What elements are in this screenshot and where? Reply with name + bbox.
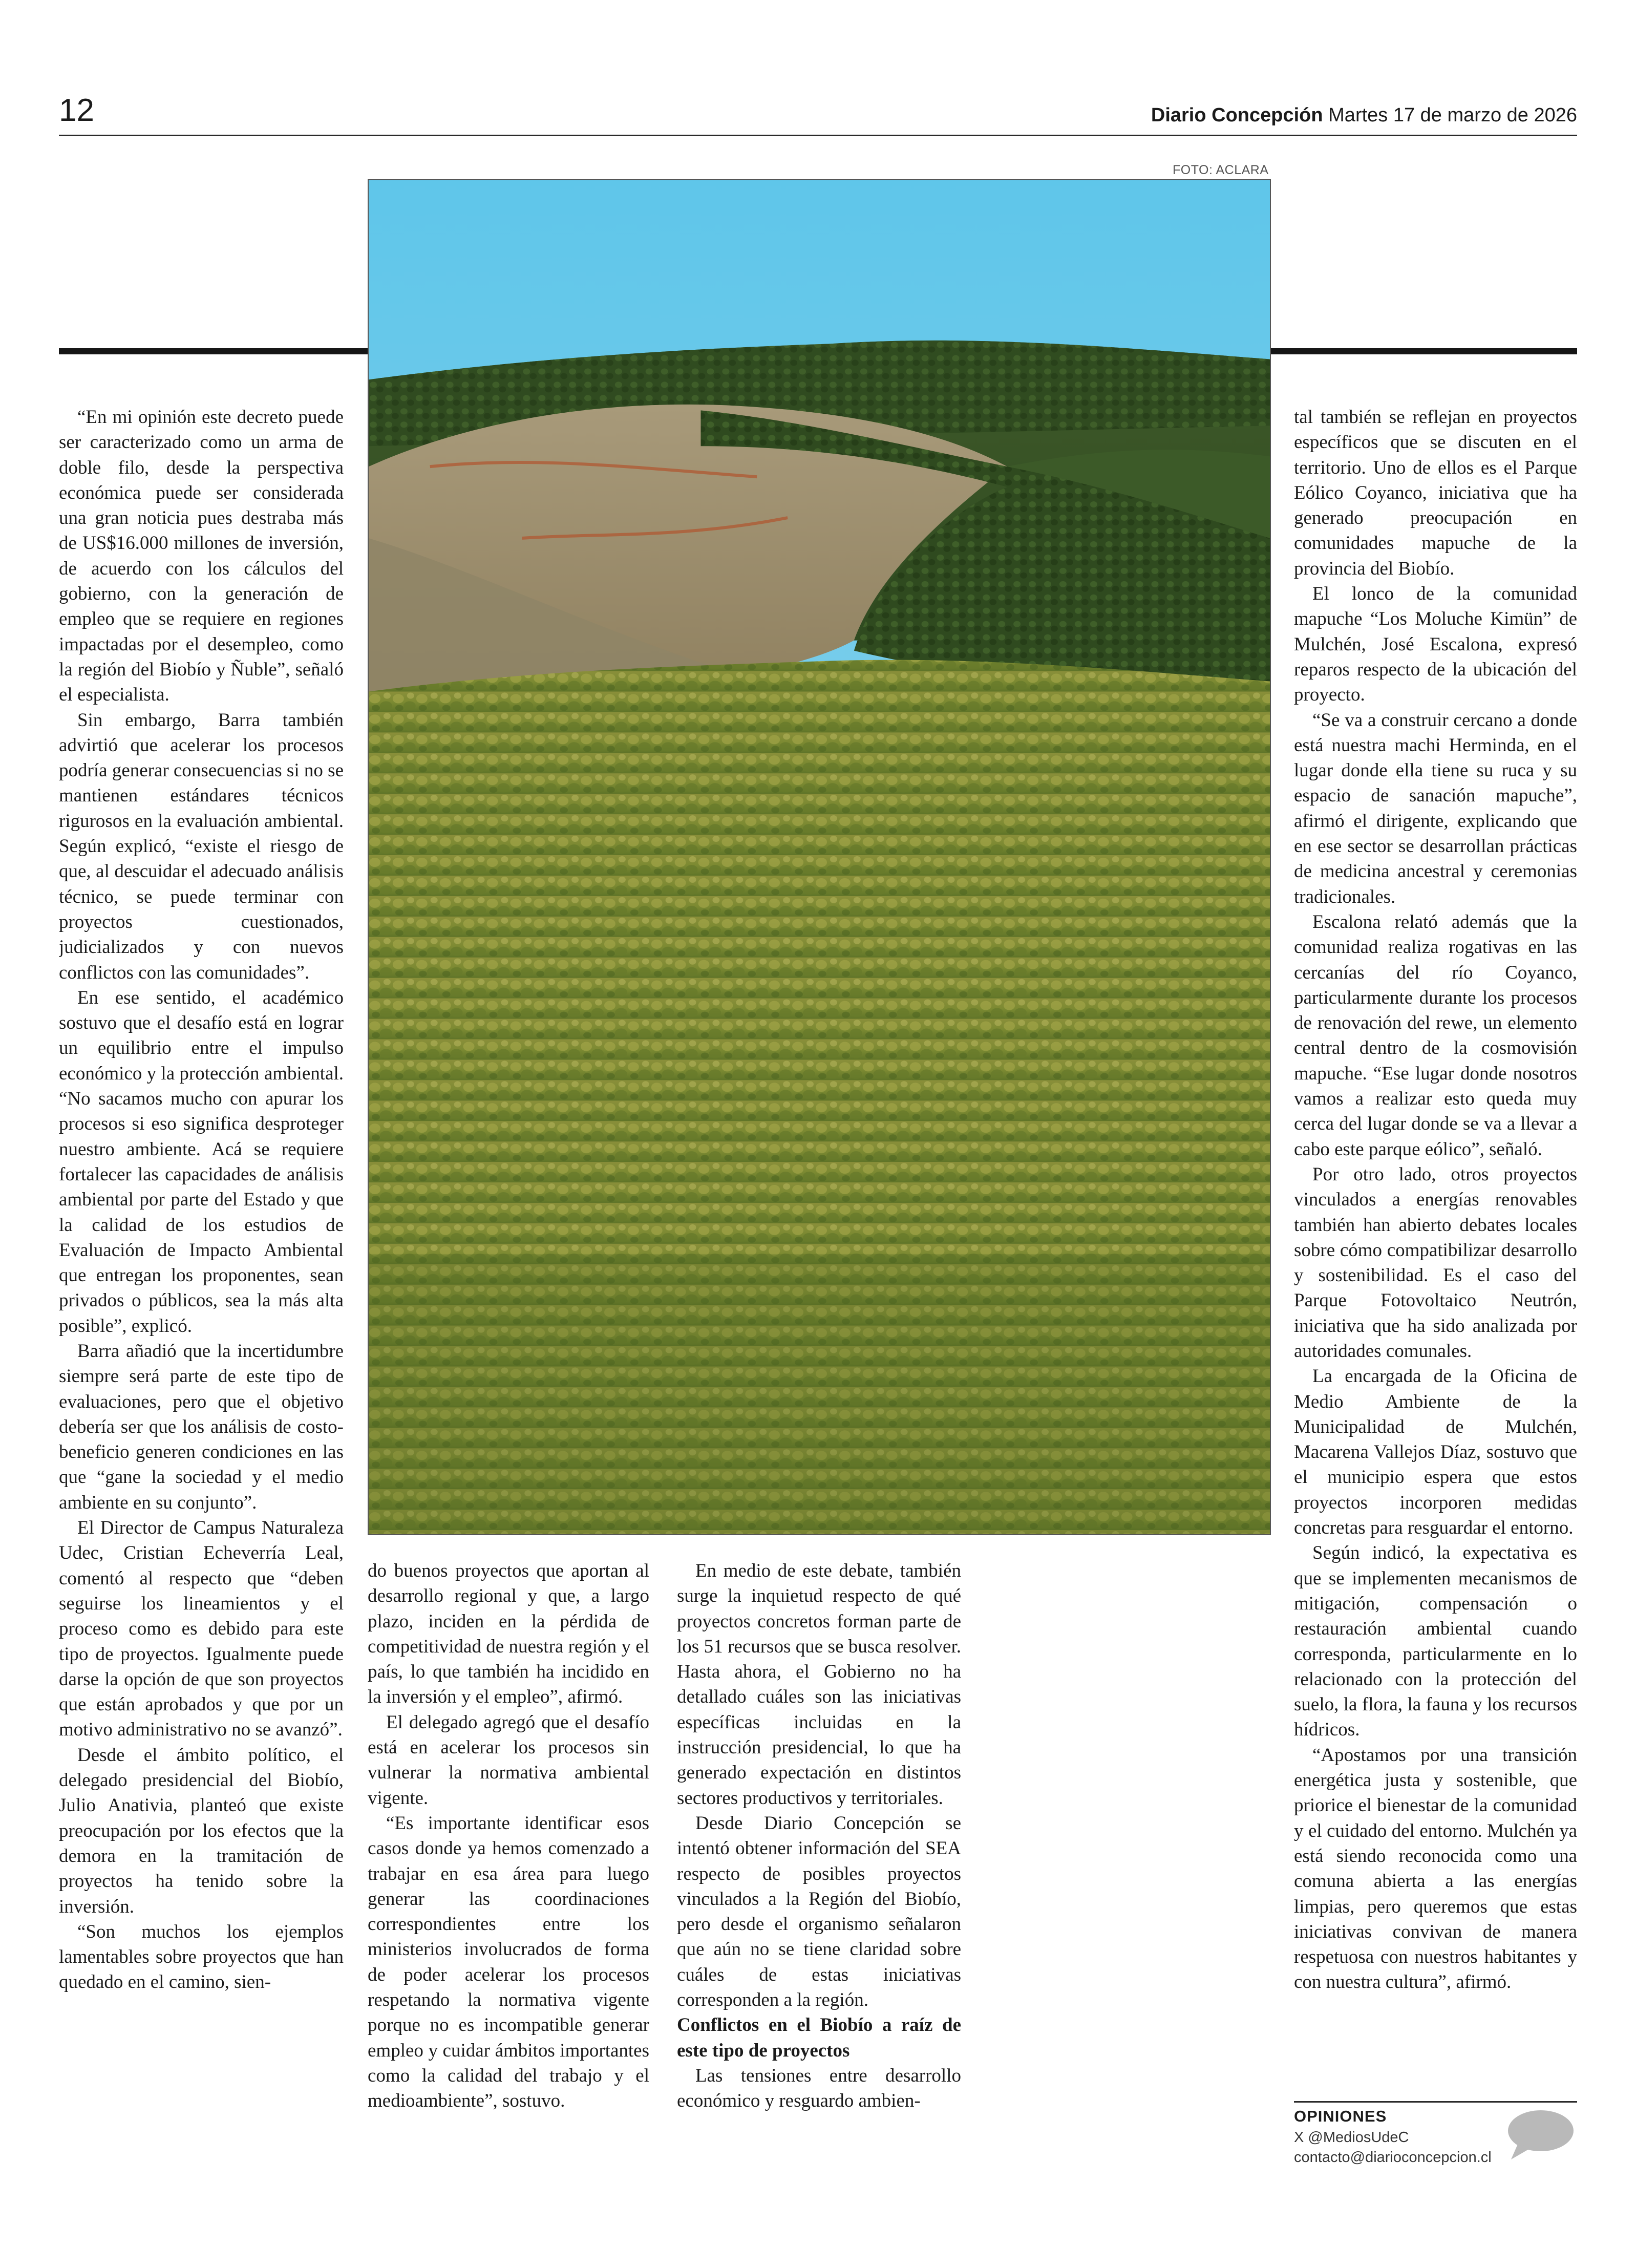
paragraph: Desde Diario Concepción se intentó obtener información del SEA respecto de posibles proyectos vinculados a la Región del Biobío, pero desde el organismo señalaron que aún no se tiene claridad sobre cuáles de estas iniciativas corresponden a la región.: [677, 1812, 961, 2011]
opinions-title: OPINIONES: [1294, 2107, 1387, 2125]
paragraph: “En mi opinión este decreto puede ser caracterizado como un arma de doble filo, desde la perspectiva económica puede ser considerada una gran noticia pues destraba más de US$16.000 millones de inversión, de acuerdo con los cálculos del gobierno, con la generación de empleo que se requiere en regiones impactadas por el desempleo, como la región del Biobío y Ñuble”, señaló el especialista.: [59, 407, 344, 706]
opinions-box: [1294, 2101, 1577, 2178]
paragraph: “Se va a construir cercano a donde está nuestra machi Herminda, en el lugar donde ella tiene su ruca y su espacio de sanación mapuche”, afirmó el dirigente, explicando que en ese sector se desarrollan prácticas de medicina ancestral y ceremonias tradicionales.: [1294, 709, 1577, 907]
paragraph: En ese sentido, el académico sostuvo que el desafío está en lograr un equilibrio entre el impulso económico y la protección ambiental. “No sacamos mucho con apurar los procesos si eso significa desproteger nuestro ambiente. Acá se requiere fortalecer las capacidades de análisis ambiental por parte del Estado y que la calidad de los estudios de Evaluación de Impacto Ambiental que entregan los proponentes, sean privados o públicos, sea la más alta posible”, explicó.: [59, 987, 344, 1337]
paragraph: Sin embargo, Barra también advirtió que acelerar los procesos podría generar consecuencias si no se mantienen estándares técnicos rigurosos en la evaluación ambiental. Según explicó, “existe el riesgo de que, al descuidar el adecuado análisis técnico, se puede terminar con proyectos cuestionados, judicializados y con nuevos conflictos con las comunidades”.: [59, 709, 344, 983]
opinions-email[interactable]: contacto@diarioconcepcion.cl: [1294, 2149, 1492, 2166]
newspaper-name: Diario Concepción: [1151, 104, 1323, 126]
paragraph: Desde el ámbito político, el delegado presidencial del Biobío, Julio Anativia, planteó que existe preocupación por los efectos que la demora en la tramitación de proyectos ha tenido sobre la inversión.: [59, 1744, 344, 1917]
paragraph: El delegado agregó que el desafío está en acelerar los procesos sin vulnerar la normativa ambiental vigente.: [368, 1711, 649, 1809]
paragraph: tal también se reflejan en proyectos específicos que se discuten en el territorio. Uno de ellos es el Parque Eólico Coyanco, iniciativa que ha generado preocupación en comunidades mapuche de la provincia del Biobío.: [1294, 407, 1577, 579]
paragraph: Según indicó, la expectativa es que se implementen mecanismos de mitigación, compensación o restauración ambiental cuando corresponda, particularmente en lo relacionado con la protección del suelo, la flora, la fauna y los recursos hídricos.: [1294, 1542, 1577, 1741]
section-rule-right: [1270, 348, 1577, 354]
paragraph: Barra añadió que la incertidumbre siempre será parte de este tipo de evaluaciones, pero que el objetivo debería ser que los análisis de costo-beneficio generen condiciones en las que “gane la sociedad y el medio ambiente en su conjunto”.: [59, 1340, 344, 1513]
section-subheading: Conflictos en el Biobío a raíz de este tipo de proyectos: [677, 2015, 961, 2061]
article-column-4: [1294, 405, 1577, 2100]
paragraph: Por otro lado, otros proyectos vinculados a energías renovables también han abierto debates locales sobre cómo compatibilizar desarrollo y sostenibilidad. Es el caso del Parque Fotovoltaico Neutrón, iniciativa que ha sido analizada por autoridades comunales.: [1294, 1163, 1577, 1362]
header-rule: [59, 135, 1577, 136]
paragraph: “Apostamos por una transición energética justa y sostenible, que priorice el bienestar de la comunidad y el cuidado del entorno. Mulchén ya está siendo reconocida como una comuna abierta a las energías limpias, pero queremos que estas iniciativas convivan de manera respetuosa con nuestros habitantes y con nuestra cultura”, afirmó.: [1294, 1744, 1577, 1993]
paragraph: “Son muchos los ejemplos lamentables sobre proyectos que han quedado en el camino, sien-: [59, 1921, 344, 1993]
photo-credit: FOTO: ACLARA: [1173, 163, 1269, 177]
opinions-x-handle[interactable]: X @MediosUdeC: [1294, 2129, 1409, 2146]
opinions-rule: [1294, 2101, 1577, 2103]
paragraph: Las tensiones entre desarrollo económico y resguardo ambien-: [677, 2065, 961, 2112]
article-column-2: [368, 1558, 649, 2173]
forest-photo-illustration: [369, 180, 1270, 1534]
section-rule-left: [59, 348, 369, 354]
masthead: [1151, 105, 1577, 125]
paragraph: En medio de este debate, también surge la inquietud respecto de qué proyectos concretos forman parte de los 51 recursos que se busca resolver. Hasta ahora, el Gobierno no ha detallado cuáles son las iniciativas específicas incluidas en la instrucción presidencial, lo que ha generado expectación en distintos sectores productivos y territoriales.: [677, 1560, 961, 1809]
issue-date: Martes 17 de marzo de 2026: [1328, 104, 1577, 126]
paragraph: do buenos proyectos que aportan al desarrollo regional y que, a largo plazo, inciden en la pérdida de competitividad de nuestra región y el país, lo que también ha incidido en la inversión y el empleo”, afirmó.: [368, 1560, 649, 1708]
article-column-3: [677, 1558, 961, 2173]
paragraph: El Director de Campus Naturaleza Udec, Cristian Echeverría Leal, comentó al respecto que “deben seguirse los lineamientos y el proceso como es debido para este tipo de proyectos. Igualmente puede darse la opción de que son proyectos que están aprobados y que por un motivo administrativo no se avanzó”.: [59, 1517, 344, 1741]
speech-bubble-icon: [1504, 2106, 1576, 2163]
paragraph: El lonco de la comunidad mapuche “Los Moluche Kimün” de Mulchén, José Escalona, expresó reparos respecto de la ubicación del proyecto.: [1294, 583, 1577, 706]
page-number: 12: [59, 93, 94, 128]
paragraph: La encargada de la Oficina de Medio Ambiente de la Municipalidad de Mulchén, Macarena Vallejos Díaz, sostuvo que el municipio espera que estos proyectos incorporen medidas concretas para resguardar el entorno.: [1294, 1366, 1577, 1539]
paragraph: “Es importante identificar esos casos donde ya hemos comenzado a trabajar en esa área para luego generar las coordinaciones correspondientes entre los ministerios involucrados de forma de poder acelerar los procesos respetando la normativa vigente porque no es incompatible generar empleo y cuidar ámbitos importantes como la calidad del trabajo y el medioambiente”, sostuvo.: [368, 1812, 649, 2112]
forest-plantation-photo: [368, 179, 1271, 1535]
paragraph: Escalona relató además que la comunidad realiza rogativas en las cercanías del río Coyanco, particularmente durante los procesos de renovación del rewe, un elemento central dentro de la cosmovisión mapuche. “Ese lugar donde nosotros vamos a realizar esto queda muy cerca del lugar donde se va a llevar a cabo este parque eólico”, señaló.: [1294, 911, 1577, 1160]
article-column-1: [59, 405, 344, 2171]
